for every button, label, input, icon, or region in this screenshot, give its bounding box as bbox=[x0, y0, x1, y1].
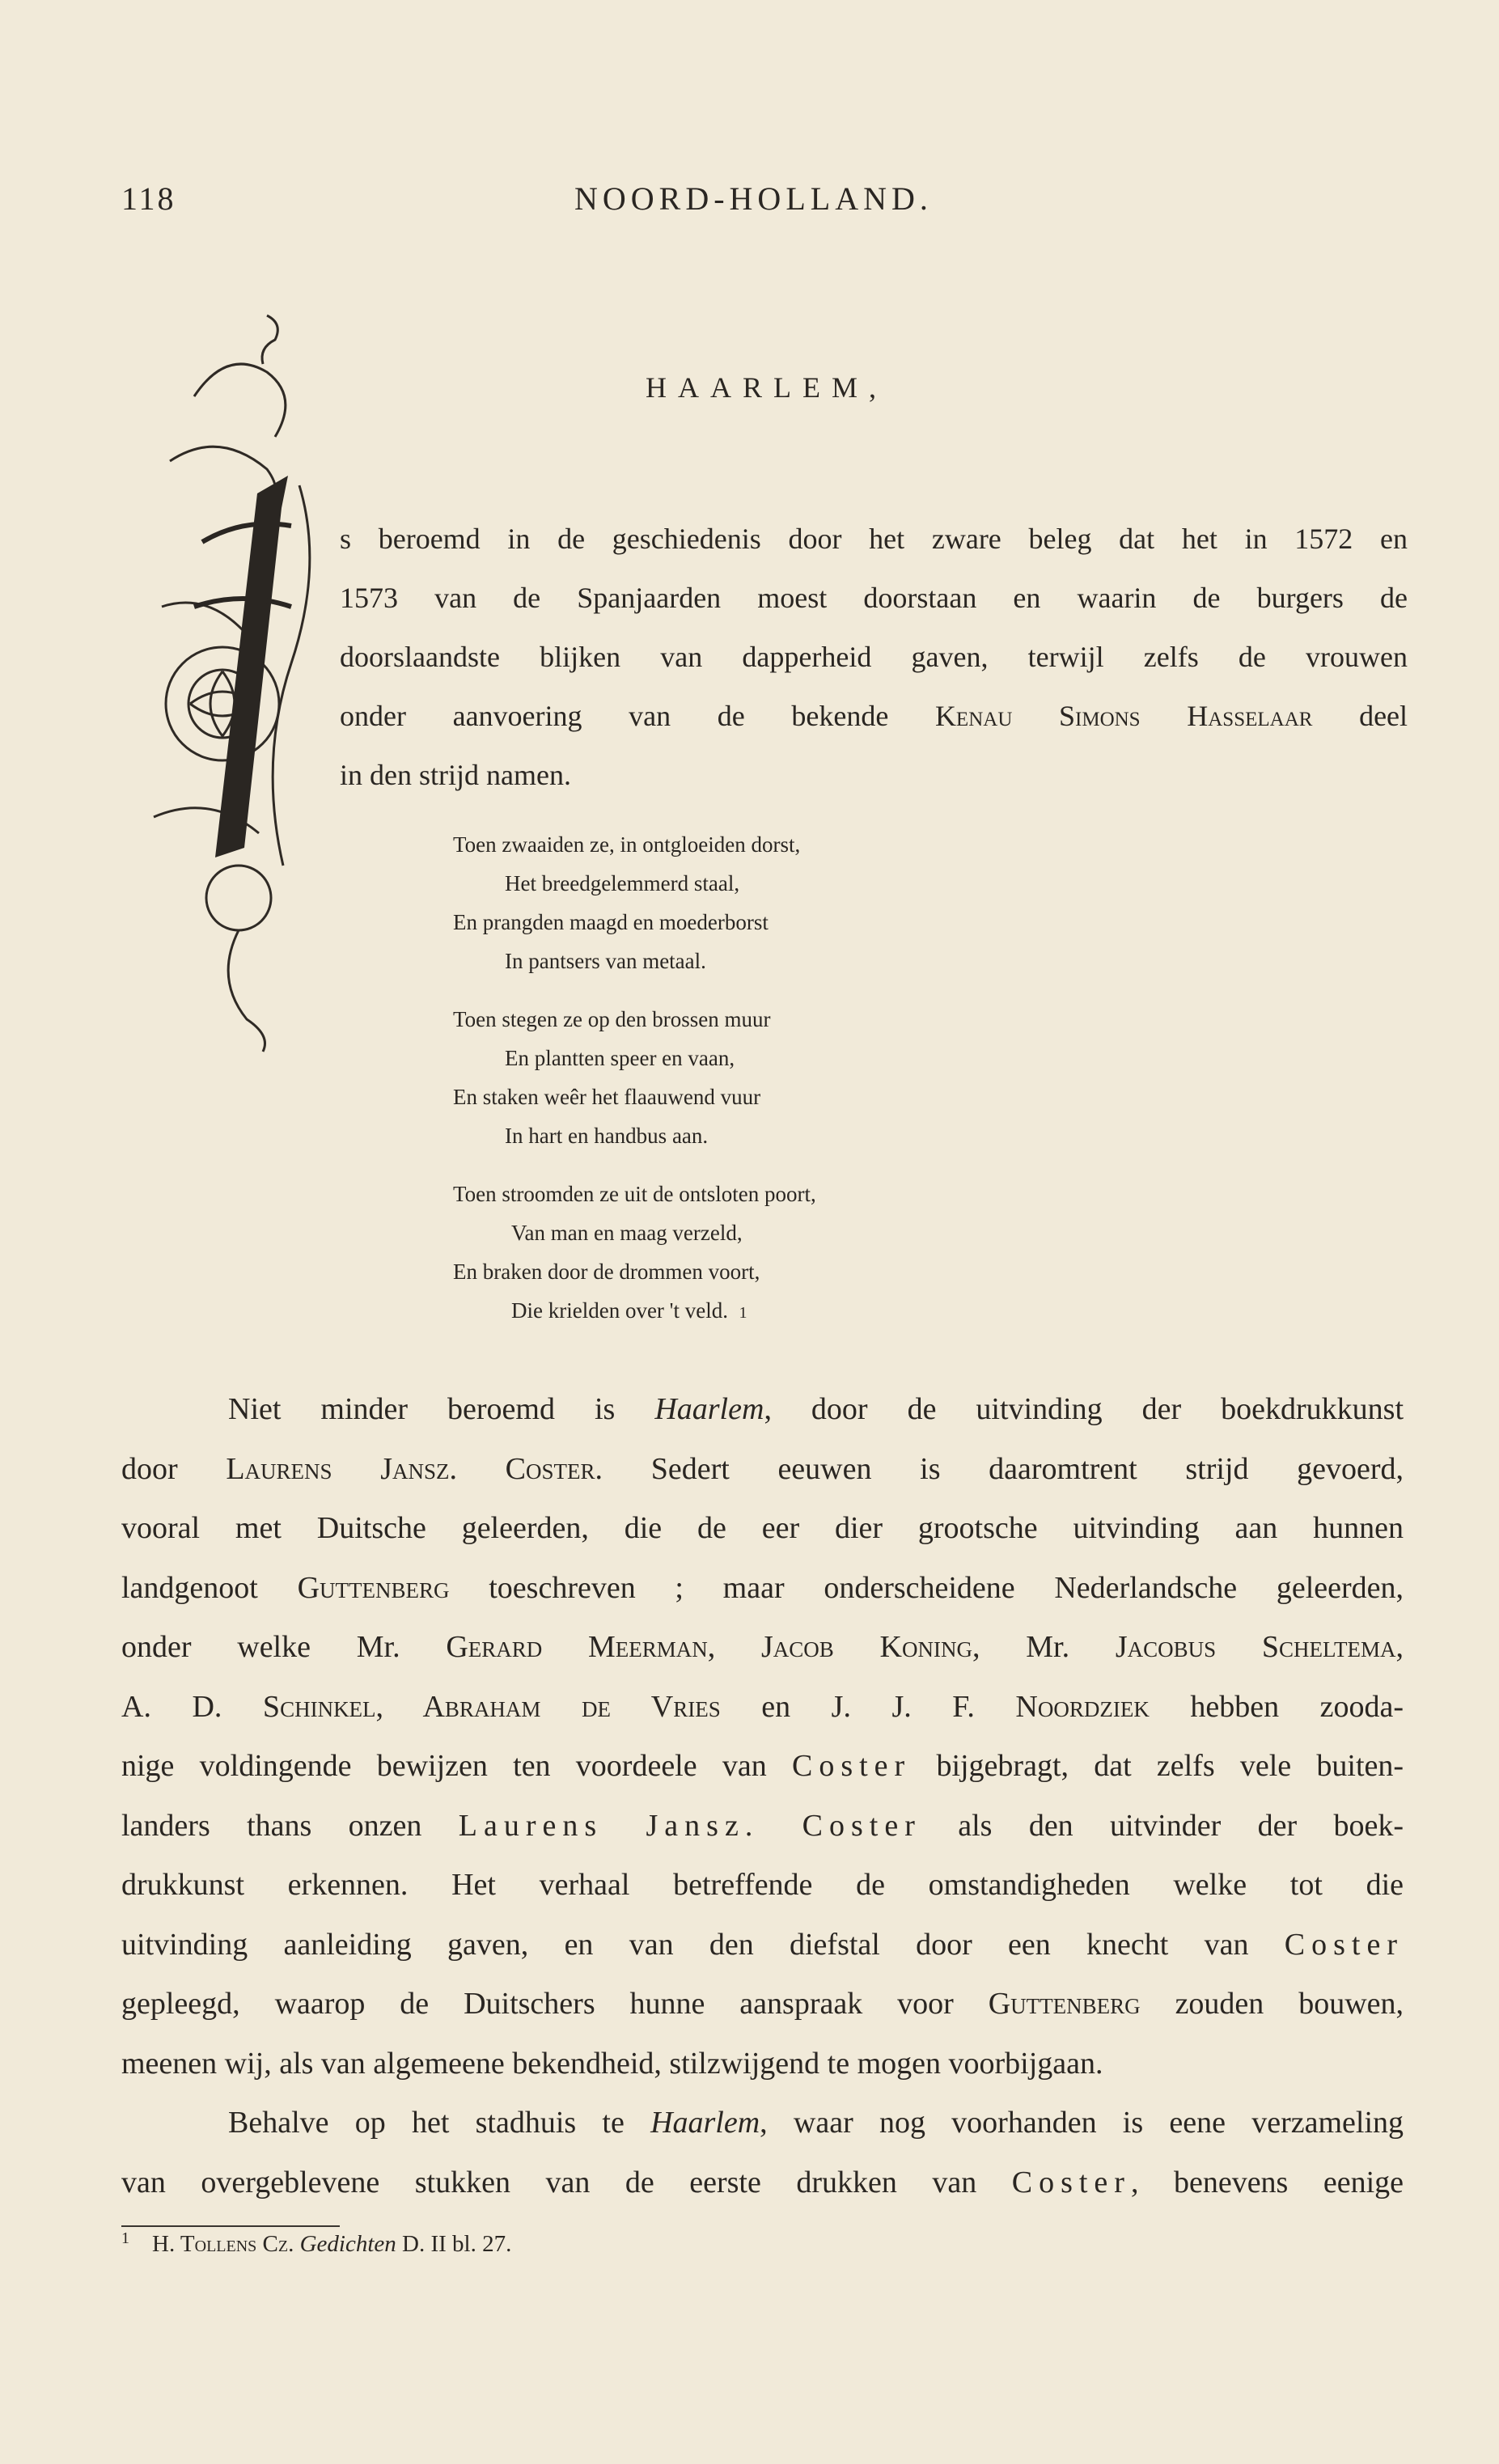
poem-stanza bbox=[453, 1175, 1068, 1332]
body-text-run: , waar nog voorhanden is eene verzameling bbox=[760, 2106, 1404, 2140]
body-line: meenen wij, als van algemeene bekendheid, stilzwijgend te mogen voorbijgaan. bbox=[121, 2046, 1103, 2081]
person-name: Coster bbox=[791, 1749, 912, 1783]
body-line bbox=[121, 2153, 1404, 2213]
intro-paragraph bbox=[340, 510, 1408, 805]
body-line bbox=[121, 1797, 1404, 1856]
body-line bbox=[121, 1975, 1404, 2034]
body-text-run: van overgeblevene stukken van de eerste drukken van bbox=[121, 2165, 977, 2199]
page-number: 118 bbox=[121, 180, 176, 217]
person-name: Guttenberg bbox=[988, 1987, 1141, 2021]
initial-tail-scroll bbox=[228, 930, 265, 1052]
footnote-work: Gedichten bbox=[299, 2231, 396, 2257]
poem-line: Toen stegen ze op den brossen muur bbox=[453, 1007, 771, 1031]
intro-line bbox=[340, 687, 1408, 746]
poem-line: In hart en handbus aan. bbox=[505, 1124, 709, 1148]
person-name: Hasselaar bbox=[1187, 700, 1313, 732]
intro-text: deel bbox=[1359, 700, 1408, 732]
body-text-run: door bbox=[121, 1451, 178, 1486]
body-line bbox=[121, 1559, 1404, 1619]
body-line: vooral met Duitsche geleerden, die de eer dier grootsche uitvinding aan hunnen bbox=[121, 1511, 1404, 1545]
initial-leaf-scroll bbox=[194, 364, 286, 437]
person-name: Guttenberg bbox=[297, 1570, 450, 1605]
body-text-run: , door de uitvinding der boekdrukkunst bbox=[764, 1392, 1404, 1426]
initial-lower-rosette bbox=[206, 866, 271, 930]
body-line bbox=[121, 2094, 1404, 2153]
poem-line: Toen zwaaiden ze, in ontgloeiden dorst, bbox=[453, 832, 801, 857]
running-title: NOORD-HOLLAND. bbox=[574, 180, 933, 217]
person-name: Laurens Jansz. Coster bbox=[458, 1808, 921, 1843]
person-name: Gerard Meerman, Jacob Koning, bbox=[446, 1630, 980, 1664]
body-line bbox=[121, 1618, 1404, 1678]
poem-line: En prangden maagd en moederborst bbox=[453, 910, 769, 934]
footnote-author: H. Tollens Cz. bbox=[152, 2231, 294, 2257]
person-name: Coster bbox=[1284, 1927, 1404, 1962]
place-name: Haarlem bbox=[650, 2106, 760, 2140]
body-text-run: toeschreven ; maar onderscheidene Nederlandsche geleerden, bbox=[489, 1570, 1404, 1605]
body-line bbox=[121, 1380, 1404, 1440]
poem-line: En plantten speer en vaan, bbox=[505, 1046, 735, 1070]
footnote-reference: 1 bbox=[739, 1304, 747, 1322]
body-text bbox=[121, 1380, 1404, 2212]
body-text-run: bijgebragt, dat zelfs vele buiten- bbox=[936, 1749, 1404, 1783]
initial-flourish-top bbox=[262, 315, 277, 364]
body-text-run: landers thans onzen bbox=[121, 1808, 422, 1843]
intro-text: onder aanvoering van de bekende bbox=[340, 700, 889, 732]
body-line bbox=[121, 1678, 1404, 1738]
poem-line-text: Die krielden over 't veld. bbox=[511, 1298, 729, 1323]
poem-line: En braken door de drommen voort, bbox=[453, 1260, 760, 1284]
poem-line: En staken weêr het flaauwend vuur bbox=[453, 1085, 761, 1109]
body-text-run: en J. J. F. bbox=[761, 1689, 975, 1724]
body-text-run: gepleegd, waarop de Duitschers hunne aanspraak voor bbox=[121, 1987, 954, 2021]
poem-stanza bbox=[453, 1000, 1068, 1155]
poem-stanza bbox=[453, 825, 1068, 980]
body-line bbox=[121, 1440, 1404, 1500]
body-text-run: , benevens eenige bbox=[1130, 2165, 1404, 2199]
initial-letter: I bbox=[348, 299, 349, 300]
running-header bbox=[121, 180, 1416, 228]
body-text-run: als den uitvinder der boek- bbox=[958, 1808, 1404, 1843]
poem-line: Toen stroomden ze uit de ontsloten poort, bbox=[453, 1182, 816, 1206]
person-name: Kenau Simons bbox=[934, 700, 1141, 732]
intro-line: 1573 van de Spanjaarden moest doorstaan en waarin de burgers de bbox=[340, 582, 1408, 614]
body-text-run: nige voldingende bewijzen ten voordeele van bbox=[121, 1749, 767, 1783]
body-text-run: Mr. bbox=[1026, 1630, 1070, 1664]
place-name: Haarlem bbox=[654, 1392, 764, 1426]
intro-line: doorslaandste blijken van dapperheid gaven, terwijl zelfs de vrouwen bbox=[340, 641, 1408, 673]
body-line bbox=[121, 1737, 1404, 1797]
initial-curve-right bbox=[273, 485, 310, 866]
body-text-run: hebben zooda- bbox=[1190, 1689, 1404, 1724]
person-name: Laurens Jansz. Coster. bbox=[226, 1451, 603, 1486]
person-name: Jacobus Scheltema, bbox=[1115, 1630, 1404, 1664]
poem-line bbox=[453, 1291, 1068, 1332]
body-line: drukkunst erkennen. Het verhaal betreffende de omstandigheden welke tot die bbox=[121, 1868, 1404, 1902]
body-text-run: uitvinding aanleiding gaven, en van den diefstal door een knecht van bbox=[121, 1927, 1249, 1962]
body-text-run: Niet minder beroemd is bbox=[228, 1392, 616, 1426]
poem-line: Het breedgelemmerd staal, bbox=[505, 871, 740, 895]
footnote-ref: D. II bl. 27. bbox=[402, 2231, 512, 2257]
body-text-run: landgenoot bbox=[121, 1570, 258, 1605]
ornamental-initial-illustration bbox=[146, 299, 349, 1044]
footnote-rule bbox=[121, 2225, 340, 2227]
poem-line: Van man en maag verzeld, bbox=[511, 1221, 743, 1245]
body-text-run: onder welke Mr. bbox=[121, 1630, 400, 1664]
person-name: A. D. Schinkel, Abraham de Vries bbox=[121, 1689, 721, 1724]
poem-line: In pantsers van metaal. bbox=[505, 949, 706, 973]
body-text-run: Sedert eeuwen is daaromtrent strijd gevoerd, bbox=[650, 1451, 1404, 1486]
body-text-run: Behalve op het stadhuis te bbox=[228, 2106, 625, 2140]
person-name: Noordziek bbox=[1015, 1689, 1150, 1724]
body-text-run: zouden bouwen, bbox=[1175, 1987, 1404, 2021]
intro-line: in den strijd namen. bbox=[340, 759, 571, 791]
footnote-mark: 1 bbox=[121, 2229, 129, 2247]
section-title: HAARLEM, bbox=[646, 371, 887, 404]
intro-line: s beroemd in de geschiedenis door het zware beleg dat het in 1572 en bbox=[340, 523, 1408, 555]
footnote bbox=[121, 2229, 511, 2258]
person-name: Coster bbox=[1011, 2165, 1131, 2199]
body-line bbox=[121, 1916, 1404, 1975]
quoted-poem bbox=[453, 825, 1068, 1352]
